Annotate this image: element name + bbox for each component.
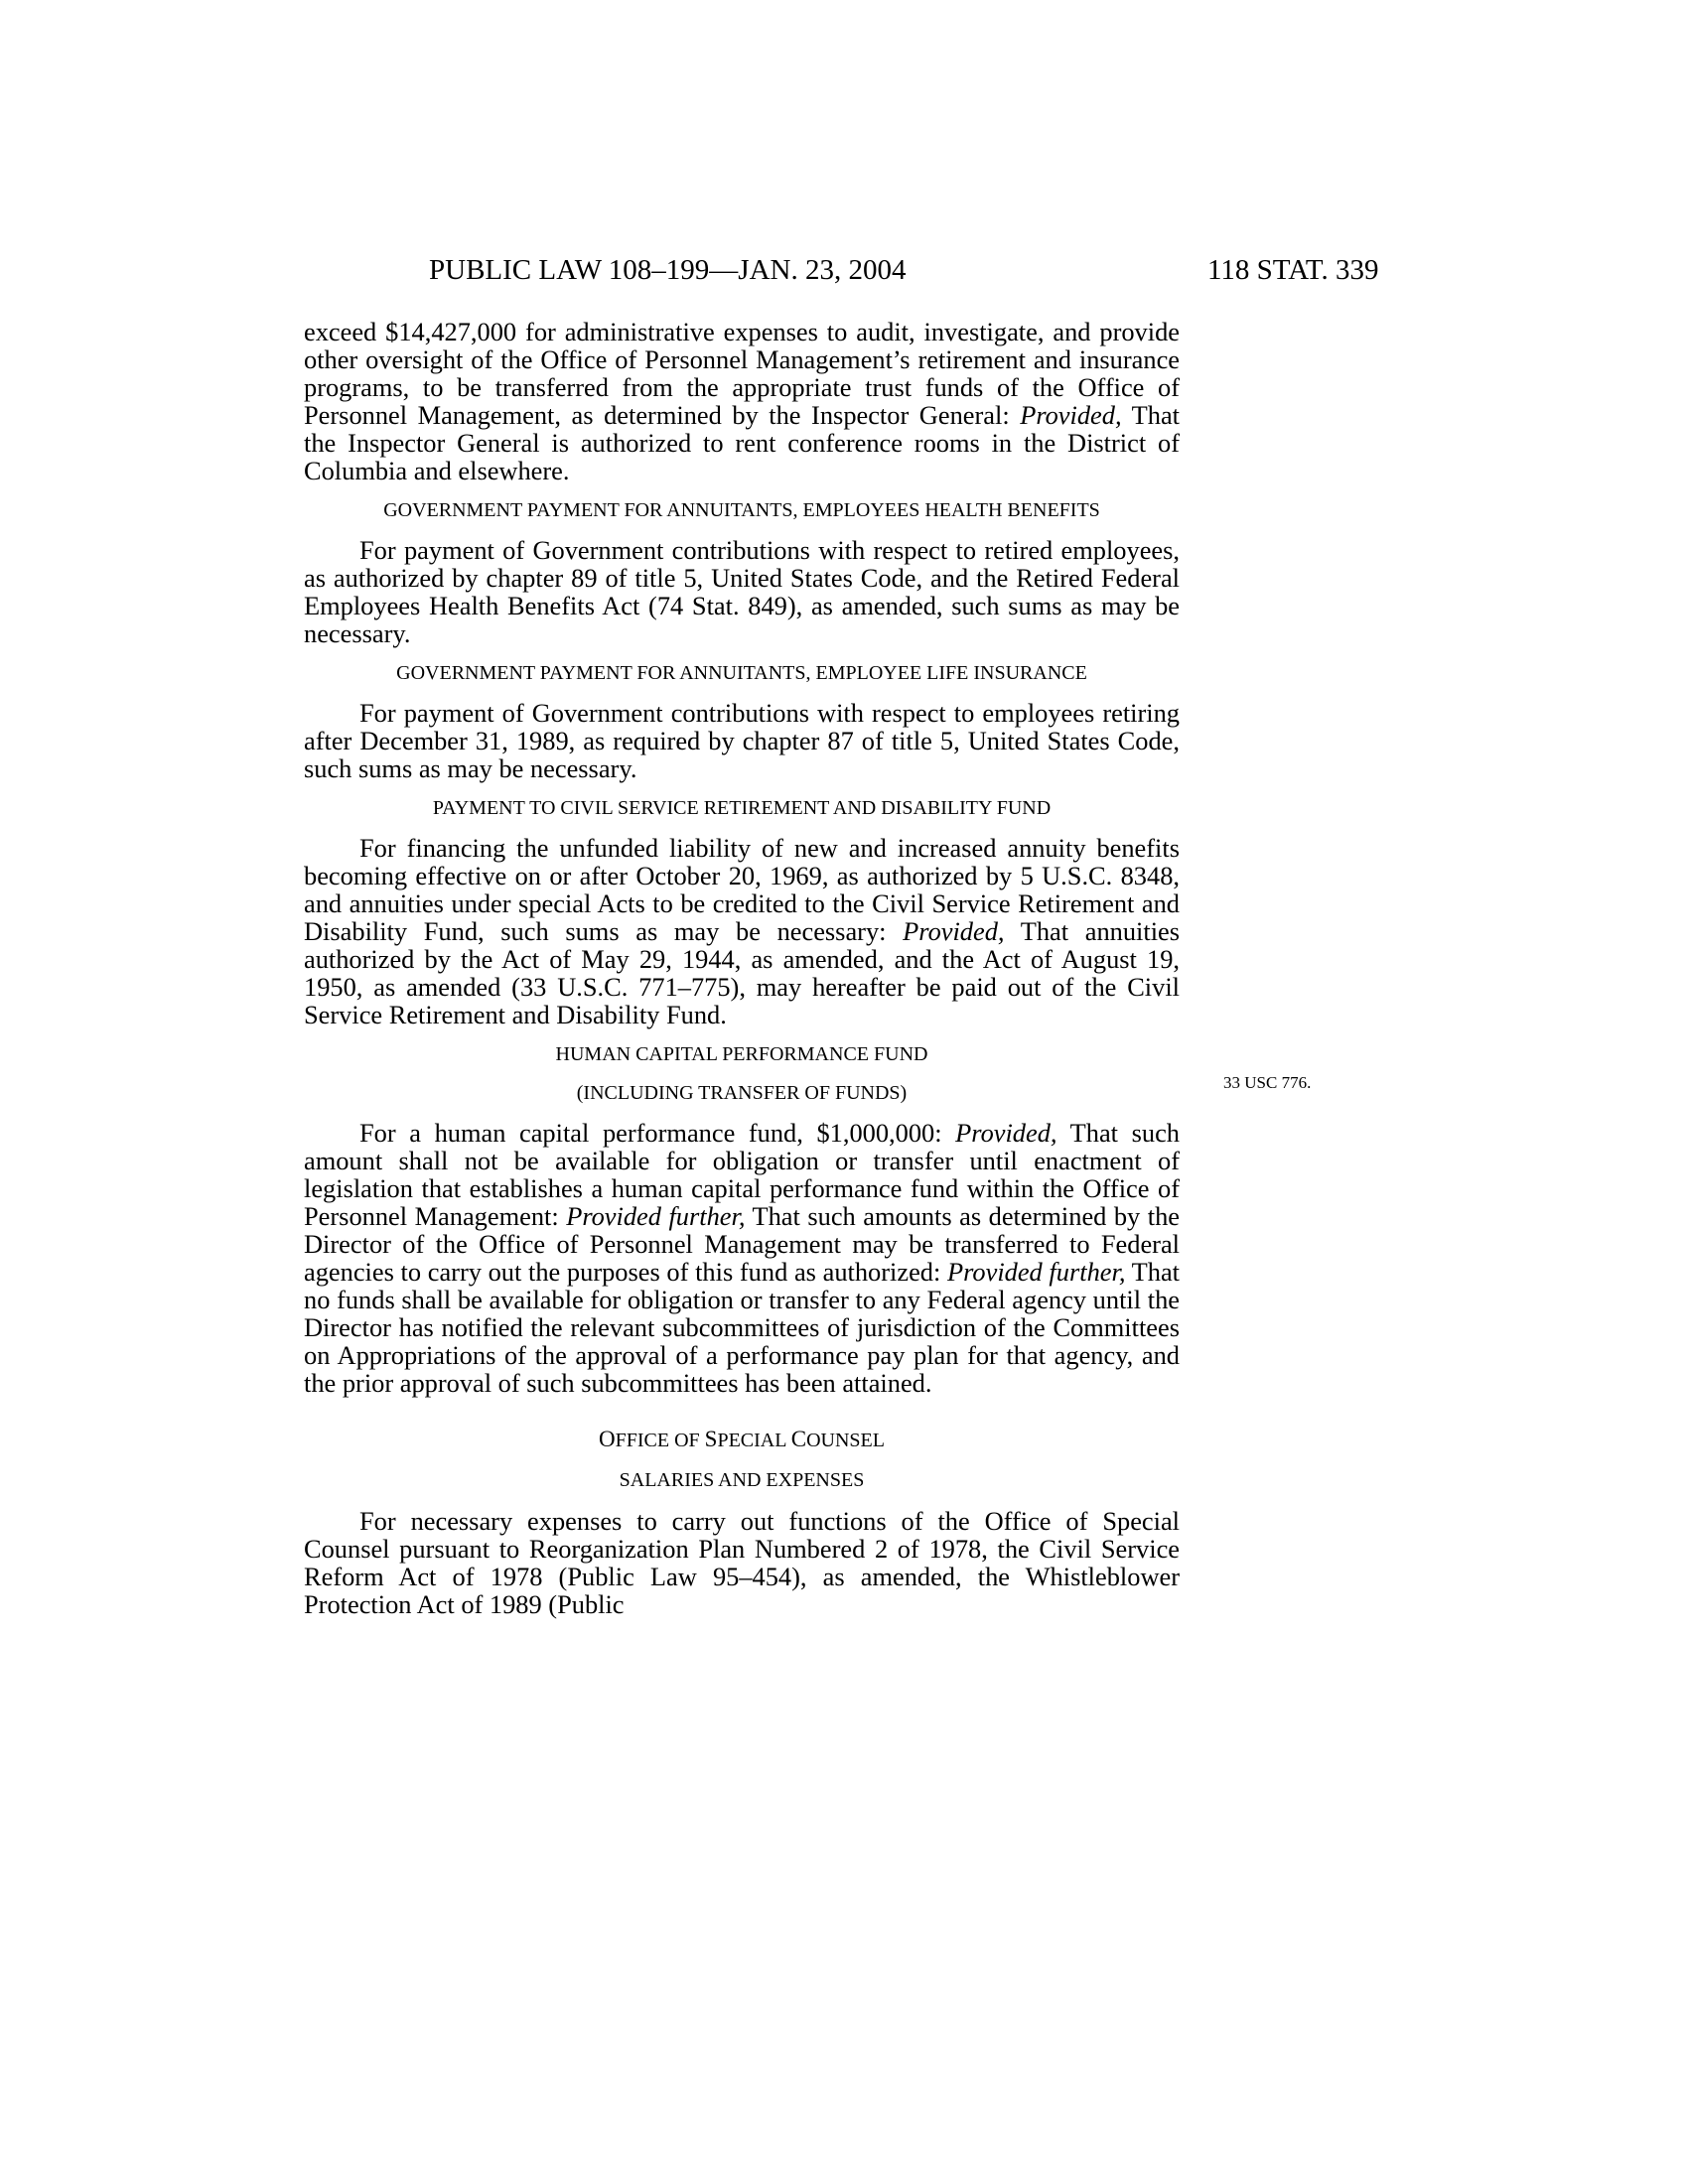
- paragraph-life-insurance: For payment of Government contributions with respect to employees retiring after December 31, 1989, as required by chapter 87 of title 5, United States Code, such sums as may be necessary.: [304, 698, 1180, 783]
- running-head: [0, 254, 1688, 294]
- body-column: [304, 318, 1180, 1618]
- paragraph-oig-expenses: exceed $14,427,000 for administrative expenses to audit, investigate, and provide other oversight of the Office of Personnel Management’s retirement and insurance programs, to be transferred from the appropriate trust funds of the Office of Personnel Management, as determined by the Inspector General: Provided, That the Inspector General is authorized to rent conference rooms in the District of Columbia and elsewhere.: [304, 317, 1180, 485]
- running-head-title: PUBLIC LAW 108–199—JAN. 23, 2004: [429, 254, 907, 286]
- paragraph-special-counsel: For necessary expenses to carry out functions of the Office of Special Counsel pursuant to Reorganization Plan Numbered 2 of 1978, the Civil Service Reform Act of 1978 (Public Law 95–454), as amended, the Whistleblower Protection Act of 1989 (Public: [304, 1506, 1180, 1619]
- heading-human-capital: HUMAN CAPITAL PERFORMANCE FUND: [555, 1043, 928, 1065]
- heading-office-of-special-counsel: OFFICE OF SPECIAL COUNSEL: [599, 1427, 885, 1451]
- paragraph-health-benefits: For payment of Government contributions with respect to retired employees, as authorized by chapter 89 of title 5, United States Code, and the Retired Federal Employees Health Benefits Act (74 Stat. 849), as amended, such sums as may be necessary.: [304, 535, 1180, 648]
- heading-transfer-of-funds: (INCLUDING TRANSFER OF FUNDS): [576, 1082, 908, 1104]
- heading-life-insurance: GOVERNMENT PAYMENT FOR ANNUITANTS, EMPLOYEE LIFE INSURANCE: [396, 662, 1087, 684]
- paragraph-retirement-fund: For financing the unfunded liability of new and increased annuity benefits becoming effective on or after October 20, 1969, as authorized by 5 U.S.C. 8348, and annuities under special Acts to be credited to the Civil Service Retirement and Disability Fund, such sums as may be necessary: Provided, That annuities authorized by the Act of May 29, 1944, as amended, and the Act of August 19, 1950, as amended (33 U.S.C. 771–775), may hereafter be paid out of the Civil Service Retirement and Disability Fund.: [304, 833, 1181, 1029]
- heading-retirement-fund: PAYMENT TO CIVIL SERVICE RETIREMENT AND DISABILITY FUND: [432, 797, 1052, 819]
- paragraph-human-capital: For a human capital performance fund, $1,000,000: Provided, That such amount shall not be available for obligation or transfer until enactment of legislation that establishes a human capital performance fund within the Office of Personnel Management: Provided further, That such amounts as determined by the Director of the Office of Personnel Management may be transferred to Federal agencies to carry out the purposes of this fund as authorized: Provided further, That no funds shall be available for obligation or transfer to any Federal agency until the Director has notified the relevant subcommittees of jurisdiction of the Committees on Appropriations of the approval of a performance pay plan for that agency, and the prior approval of such subcommittees has been attained.: [304, 1118, 1181, 1398]
- heading-salaries-expenses: SALARIES AND EXPENSES: [619, 1469, 865, 1491]
- margin-note: 33 USC 776.: [1223, 1073, 1312, 1092]
- heading-health-benefits: GOVERNMENT PAYMENT FOR ANNUITANTS, EMPLOYEES HEALTH BENEFITS: [383, 499, 1100, 521]
- page-number: 118 STAT. 339: [1207, 254, 1379, 286]
